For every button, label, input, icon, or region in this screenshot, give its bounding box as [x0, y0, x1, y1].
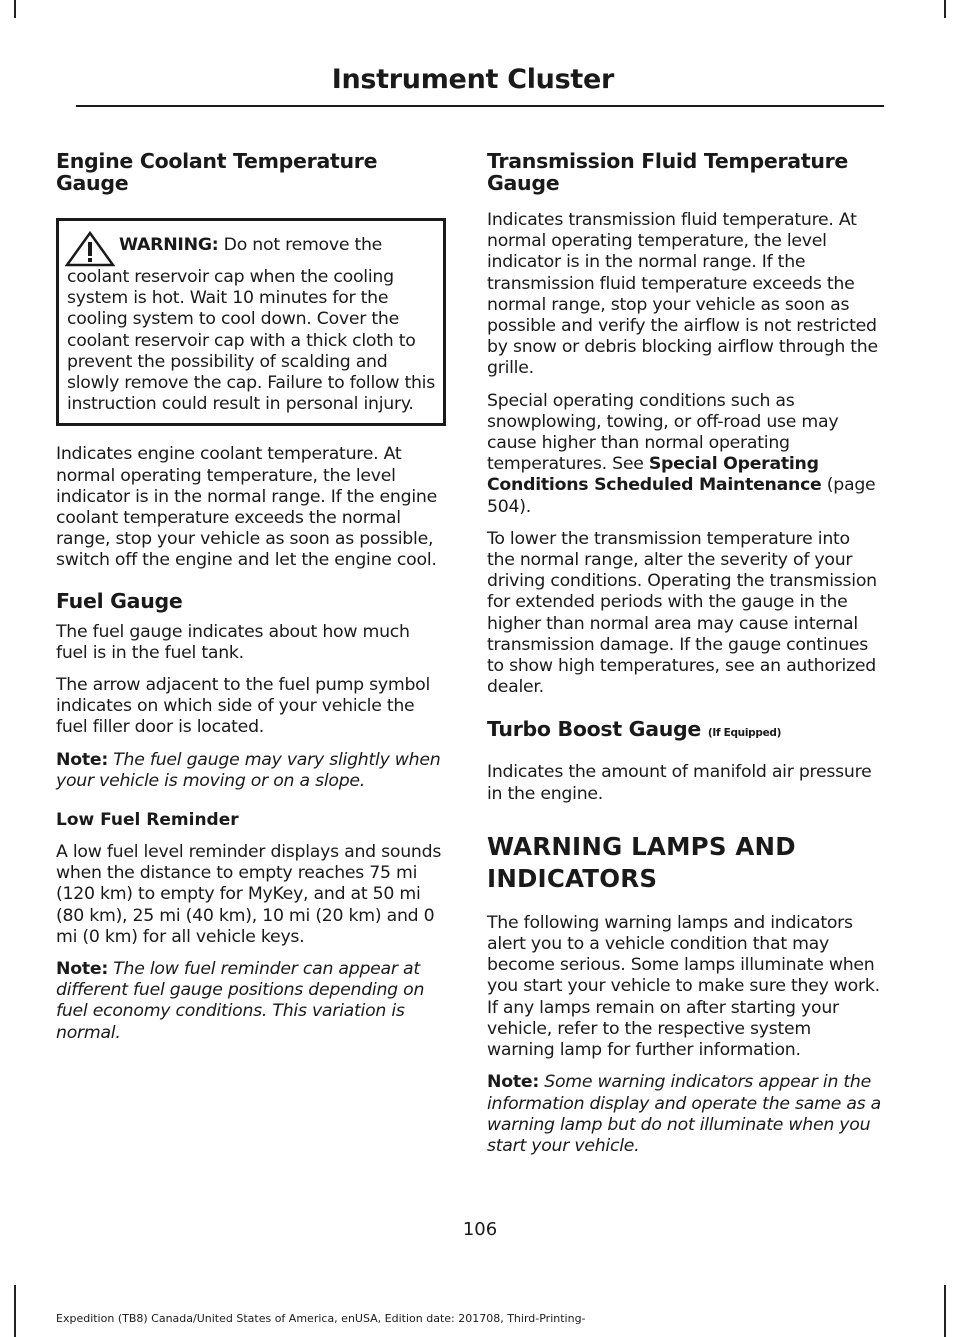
note-text: The fuel gauge may vary slightly when your vehicle is moving or on a slope. [56, 749, 441, 791]
low-fuel-paragraph: A low fuel level reminder displays and sounds when the distance to empty reaches 75 mi (120 km) to empty for MyKey, and at 50 mi (80 km), 25 mi (40 km), 10 mi (20 km) and 0 mi (0 km) for all vehicle keys. [56, 842, 442, 947]
note-text: The low fuel reminder can appear at different fuel gauge positions depending on fuel economy conditions. This variation is normal. [56, 959, 425, 1043]
transmission-paragraph-2-text: Special operating conditions such as snowplowing, towing, or off-road use may cause higher than normal operating temperatures. See [487, 390, 839, 475]
fuel-paragraph-1: The fuel gauge indicates about how much fuel is in the fuel tank. [56, 621, 410, 663]
coolant-heading: Engine Coolant Temperature Gauge [56, 149, 378, 195]
right-column [487, 150, 881, 1168]
warning-lamps-paragraph: The following warning lamps and indicators alert you to a vehicle condition that may become serious. Some lamps illuminate when you start your vehicle to make sure they work. If any lamps remain on after starting your vehicle, refer to the respective system warning lamp for further information. [487, 912, 880, 1061]
page-reference: (page 504). [487, 475, 876, 517]
transmission-paragraph-1: Indicates transmission fluid temperature. At normal operating temperature, the level indicator is in the normal range. If the transmission fluid temperature exceeds the normal range, stop your vehicle as soon as possible and verify the airflow is not restricted by snow or debris blocking airflow through the grille. [487, 210, 878, 379]
transmission-paragraph-3: To lower the transmission temperature into the normal range, alter the severity of your driving conditions. Operating the transmission for extended periods with the gauge in the higher than normal area may cause internal transmission damage. If the gauge continues to show high temperatures, see an authorized dealer. [487, 528, 877, 698]
turbo-paragraph: Indicates the amount of manifold air pressure in the engine. [487, 762, 872, 804]
left-column [56, 150, 446, 1055]
warning-text: Do not remove the coolant reservoir cap when the cooling system is hot. Wait 10 minutes for the cooling system to cool down. Cover the coolant reservoir cap with a thick cloth to prevent the possibility of scalding and slowly remove the cap. Failure to follow this instruction could result in personal injury. [67, 235, 435, 415]
page-title: Instrument Cluster [331, 64, 614, 95]
turbo-heading-text: Turbo Boost Gauge [487, 717, 701, 742]
note-label: Note: [56, 749, 108, 770]
note-label: Note: [56, 959, 108, 980]
header-rule [76, 105, 884, 107]
page-number: 106 [462, 1219, 498, 1240]
crop-mark [14, 1285, 16, 1337]
if-equipped-label: (If Equipped) [707, 727, 782, 740]
turbo-heading [487, 718, 881, 744]
footer-edition: Expedition (TB8) Canada/United States of America, enUSA, Edition date: 201708, Third-Printing- [56, 1312, 586, 1325]
note-low-fuel [56, 959, 446, 1044]
low-fuel-heading: Low Fuel Reminder [56, 810, 239, 831]
fuel-paragraph-2: The arrow adjacent to the fuel pump symbol indicates on which side of your vehicle the fuel filler door is located. [56, 675, 431, 738]
coolant-paragraph: Indicates engine coolant temperature. At normal operating temperature, the level indicator is in the normal range. If the engine coolant temperature exceeds the normal range, stop your vehicle as soon as possible, switch off the engine and let the engine cool. [56, 444, 437, 571]
fuel-heading: Fuel Gauge [56, 588, 183, 613]
crop-mark [944, 1285, 946, 1337]
cross-reference-link[interactable]: Special Operating Conditions Scheduled Maintenance [487, 454, 822, 496]
transmission-heading: Transmission Fluid Temperature Gauge [487, 149, 849, 195]
warning-label: WARNING: [119, 235, 219, 255]
note-indicators [487, 1072, 881, 1157]
note-label: Note: [487, 1072, 539, 1093]
warning-lamps-heading-line-2: INDICATORS [487, 863, 658, 893]
crop-mark [14, 0, 16, 18]
warning-triangle-icon [65, 231, 115, 267]
crop-mark [944, 0, 946, 18]
warning-lamps-heading-line-1: WARNING LAMPS AND [487, 831, 796, 861]
note-fuel-slope [56, 750, 446, 792]
warning-box [56, 218, 446, 426]
warning-lamps-heading [487, 831, 881, 895]
note-text: Some warning indicators appear in the information display and operate the same as a warning lamp but do not illuminate when you start your vehicle. [487, 1072, 881, 1156]
transmission-paragraph-2 [487, 391, 881, 518]
